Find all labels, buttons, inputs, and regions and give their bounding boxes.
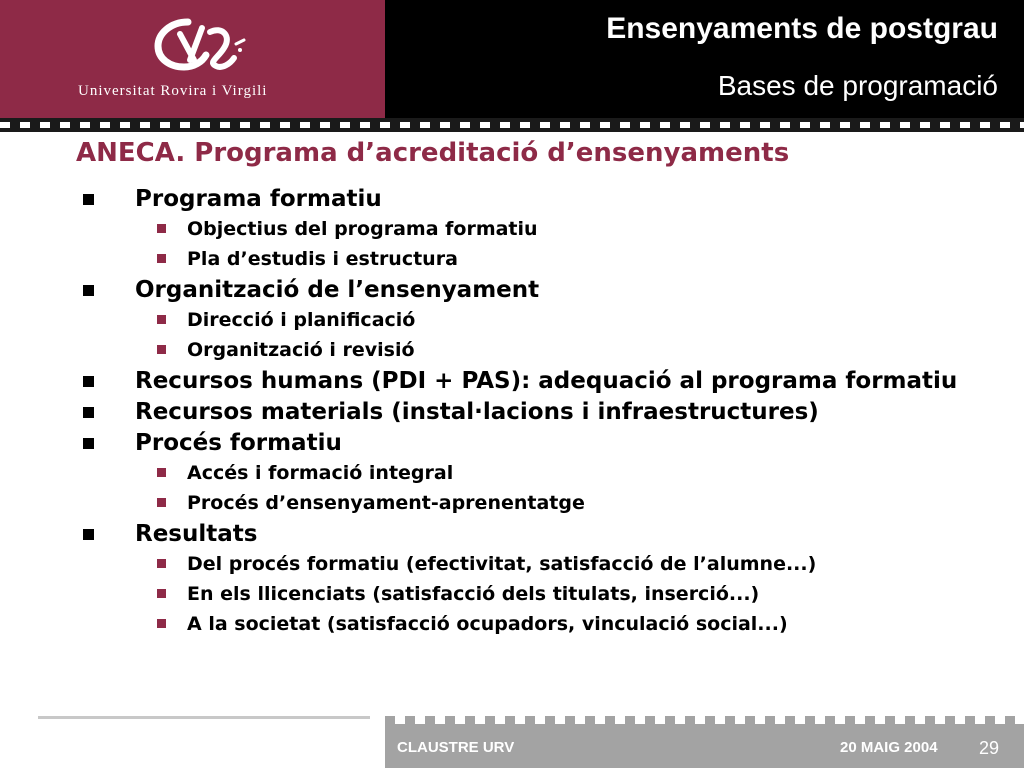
bullet-list [0,186,1024,642]
sub-bullet-item [187,491,987,516]
bullet-text: Pla d’estudis i estructura [187,248,458,270]
sub-bullet-item [187,582,987,607]
bullet-text: Direcció i planificació [187,309,416,331]
bullet-text: Organització de l’ensenyament [135,277,540,303]
square-bullet-icon [83,194,94,205]
footer-divider [38,716,370,719]
bullet-item [135,399,995,426]
square-bullet-icon [157,224,166,233]
bullet-item [135,430,995,457]
header-title-panel [385,0,1024,118]
presentation-title: Ensenyaments de postgrau [606,12,998,45]
square-bullet-icon [83,285,94,296]
bullet-text: Organització i revisió [187,339,415,361]
footer-event: CLAUSTRE URV [397,739,515,756]
bullet-text: A la societat (satisfacció ocupadors, vinculació social...) [187,613,788,635]
presentation-subtitle: Bases de programació [717,70,998,101]
square-bullet-icon [83,407,94,418]
header-brand-panel [0,0,385,118]
square-bullet-icon [157,468,166,477]
bullet-item [135,186,995,213]
square-bullet-icon [157,559,166,568]
sub-bullet-item [187,217,987,242]
bullet-item [135,277,995,304]
page-number: 29 [979,738,1000,758]
square-bullet-icon [83,438,94,449]
sub-bullet-item [187,308,987,333]
bullet-text: Procés formatiu [135,430,342,456]
square-bullet-icon [157,254,166,263]
bullet-text: Procés d’ensenyament-aprenentatge [187,492,585,514]
bullet-text: Recursos materials (instal·lacions i infraestructures) [135,399,819,425]
sub-bullet-item [187,338,987,363]
bullet-item [135,368,995,395]
bullet-text: Accés i formació integral [187,462,454,484]
bullet-item [135,521,995,548]
square-bullet-icon [157,345,166,354]
university-name: Universitat Rovira i Virgili [78,83,268,99]
bullet-text: Programa formatiu [135,186,382,212]
square-bullet-icon [157,498,166,507]
bullet-text: En els llicenciats (satisfacció dels titulats, inserció...) [187,583,760,605]
urv-logo-icon [150,14,250,72]
square-bullet-icon [83,529,94,540]
sub-bullet-item [187,247,987,272]
bullet-text: Resultats [135,521,258,547]
square-bullet-icon [157,315,166,324]
sub-bullet-item [187,612,987,637]
bullet-text: Del procés formatiu (efectivitat, satisfacció de l’alumne...) [187,553,817,575]
square-bullet-icon [157,619,166,628]
sub-bullet-item [187,461,987,486]
slide-title: ANECA. Programa d’acreditació d’ensenyaments [76,138,790,168]
square-bullet-icon [157,589,166,598]
square-bullet-icon [83,376,94,387]
footer-date: 20 MAIG 2004 [840,739,938,756]
bullet-text: Recursos humans (PDI + PAS): adequació al programa formatiu [135,368,958,394]
bullet-text: Objectius del programa formatiu [187,218,538,240]
sub-bullet-item [187,552,987,577]
header-divider [0,118,1024,132]
